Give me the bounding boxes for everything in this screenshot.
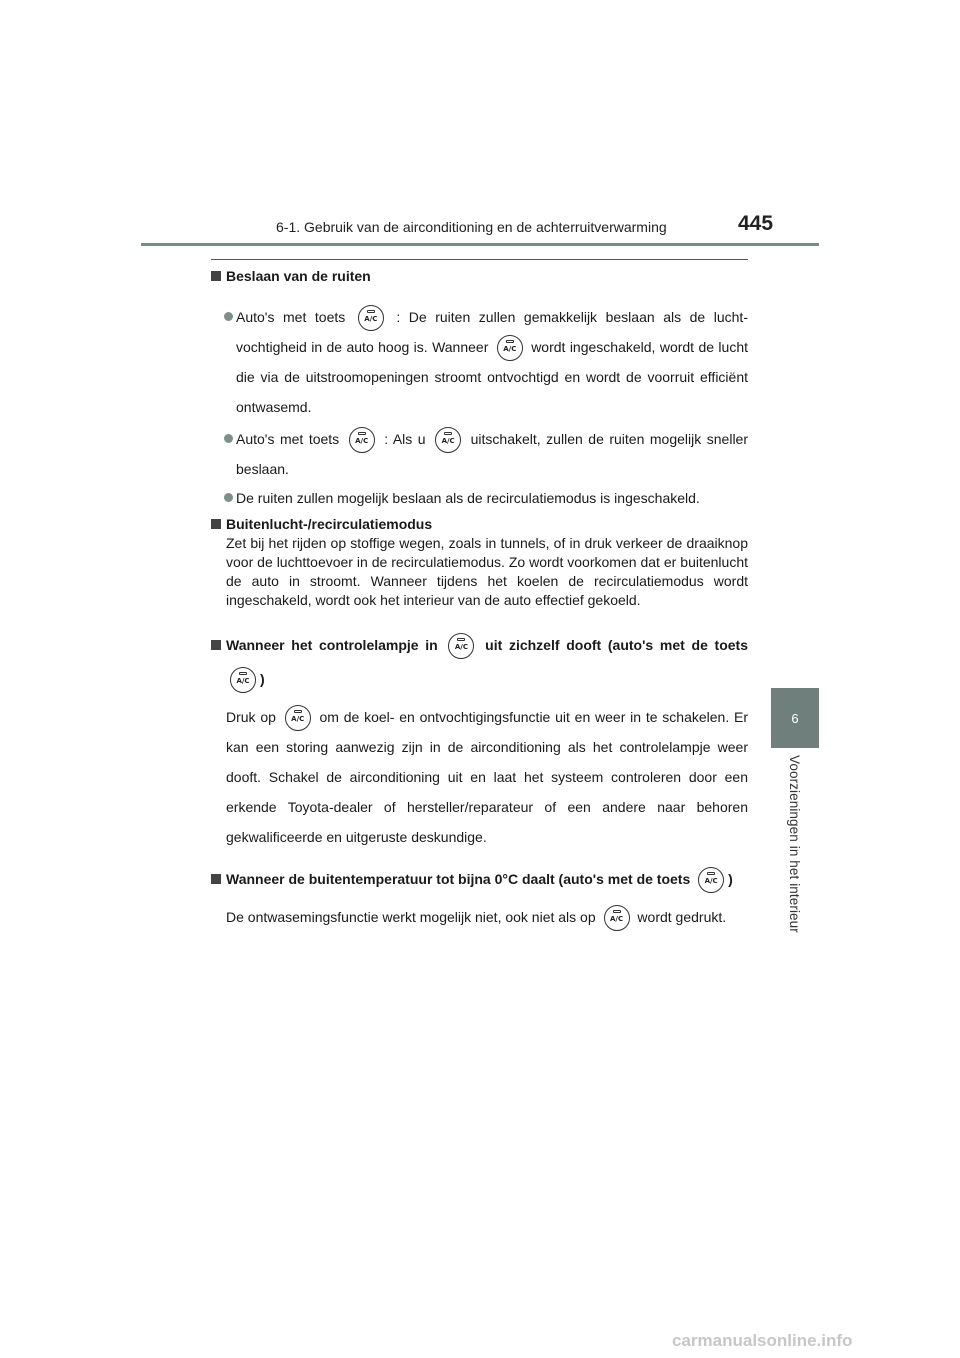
section-heading-fog: Beslaan van de ruiten — [211, 266, 748, 286]
watermark: carmanualsonline.info — [672, 1331, 853, 1350]
ac-button-icon: A/C — [349, 427, 375, 453]
ac-button-icon: A/C — [285, 705, 311, 731]
section-marker — [211, 519, 221, 529]
ac-button-icon: A/C — [497, 335, 523, 361]
section-marker — [211, 640, 221, 650]
list-item: Auto's met toets A/C : Als u A/C uitschakelt, zullen de ruiten mogelijk sneller beslaan. — [211, 424, 748, 484]
content-rule — [211, 259, 748, 260]
ac-button-icon: A/C — [698, 867, 724, 893]
header-rule — [141, 243, 819, 246]
paragraph: Druk op A/C om de koel- en ontvochtigingsfunctie uit en weer in te schakelen. Er kan een storing aanwezig zijn in de airconditioning als het controlelampje weer dooft. Schakel de airconditioning uit en laat het systeem controleren door een erkende Toyota-dealer of hersteller/reparateur of een andere naar behoren gekwalificeerde en uitgeruste deskundige. — [211, 702, 748, 852]
section-marker — [211, 271, 221, 281]
ac-button-icon: A/C — [358, 305, 384, 331]
ac-button-icon: A/C — [230, 667, 256, 693]
page-number: 445 — [738, 212, 774, 235]
page-content — [211, 266, 748, 932]
ac-button-icon: A/C — [448, 633, 474, 659]
side-tab-number: 6 — [771, 688, 819, 748]
ac-button-icon: A/C — [604, 905, 630, 931]
ac-button-icon: A/C — [435, 427, 461, 453]
section-marker — [211, 874, 221, 884]
side-tab-label: Voorzieningen in het interieur — [787, 755, 802, 933]
bullet-icon — [224, 493, 233, 502]
section-heading-cold: Wanneer de buitentemperatuur tot bijna 0°C daalt (auto's met de toets A/C ) — [211, 862, 748, 896]
paragraph: De ontwasemingsfunctie werkt mogelijk niet, ook niet als op A/C wordt gedrukt. — [211, 902, 748, 932]
bullet-icon — [224, 312, 233, 321]
paragraph: Zet bij het rijden op stoffige wegen, zoals in tunnels, of in druk verkeer de draaiknop voor de luchttoevoer in de recirculatiemodus. Zo wordt voorkomen dat er buitenlucht de auto in stroomt. Wanneer tijdens het koelen de recirculatiemodus wordt ingeschakeld, wordt ook het interieur van de auto effectief gekoeld. — [226, 535, 748, 608]
list-item: Auto's met toets A/C : De ruiten zullen gemakkelijk beslaan als de luchtvochtigheid in de auto hoog is. Wanneer A/C wordt ingeschakeld, wordt de lucht die via de uitstroomopeningen stroomt ontvochtigd en wordt de voorruit efficiënt ontwasemd. — [211, 302, 748, 422]
list-item: De ruiten zullen mogelijk beslaan als de recirculatiemodus is ingeschakeld. — [211, 488, 748, 508]
bullet-icon — [224, 434, 233, 443]
section-heading-lamp: Wanneer het controlelampje in A/C uit zichzelf dooft (auto's met de toets A/C ) — [211, 628, 748, 696]
chapter-title: 6-1. Gebruik van de airconditioning en de achterruitverwarming — [276, 219, 667, 235]
section-heading-recirc: Buitenlucht-/recirculatiemodus — [211, 514, 748, 534]
